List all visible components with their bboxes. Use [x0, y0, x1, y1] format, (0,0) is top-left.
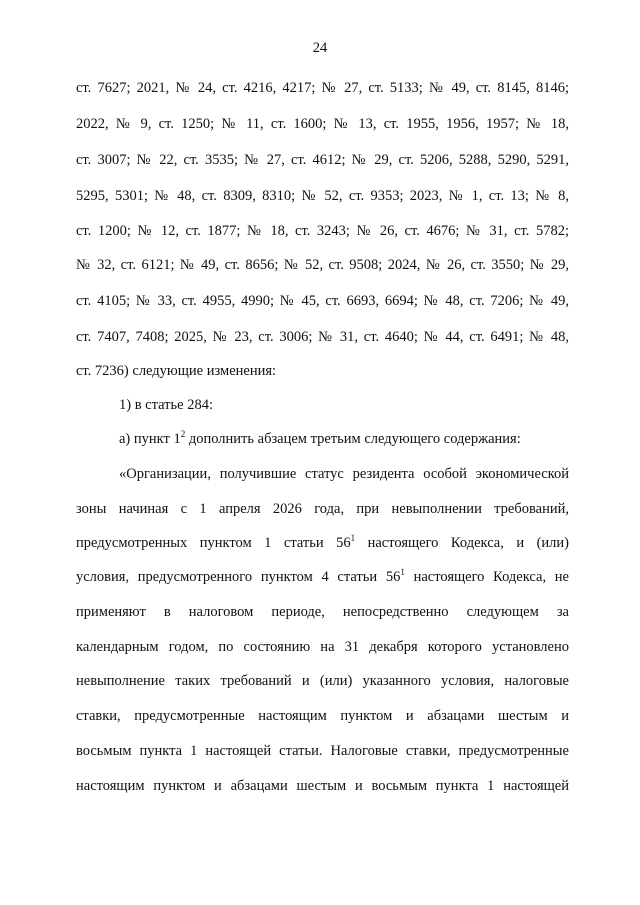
text-line: ст. 3007; № 22, ст. 3535; № 27, ст. 4612; № 29, ст. 5206, 5288, 5290, 5291, [76, 152, 569, 168]
text-segment: настоящего Кодекса, не [404, 569, 569, 585]
text-line: настоящим пунктом и абзацами шестым и восьмым пункта 1 настоящей [76, 778, 569, 794]
superscript: 2 [180, 429, 186, 439]
text-line: применяют в налоговом периоде, непосредственно следующем за [76, 604, 569, 620]
text-segment: дополнить абзацем третьим следующего содержания: [185, 431, 521, 447]
text-line: ст. 7627; 2021, № 24, ст. 4216, 4217; № 27, ст. 5133; № 49, ст. 8145, 8146; [76, 80, 569, 96]
text-line: восьмым пункта 1 настоящей статьи. Налоговые ставки, предусмотренные [76, 743, 569, 759]
text-line: ст. 7407, 7408; 2025, № 23, ст. 3006; № 31, ст. 4640; № 44, ст. 6491; № 48, [76, 329, 569, 345]
text-line [76, 534, 569, 552]
sub-item-line [119, 430, 569, 448]
text-segment: предусмотренных пунктом 1 статьи 56 [76, 535, 351, 551]
text-line: невыполнение таких требований и (или) указанного условия, налоговые [76, 673, 569, 689]
superscript: 1 [400, 567, 405, 577]
text-line: 5295, 5301; № 48, ст. 8309, 8310; № 52, ст. 9353; 2023, № 1, ст. 13; № 8, [76, 188, 569, 204]
quoted-paragraph-start: «Организации, получившие статус резидента особой экономической [119, 466, 569, 482]
text-segment: условия, предусмотренного пунктом 4 статьи 56 [76, 569, 401, 585]
text-line: ст. 4105; № 33, ст. 4955, 4990; № 45, ст. 6693, 6694; № 48, ст. 7206; № 49, [76, 293, 569, 309]
superscript: 1 [350, 533, 356, 543]
text-line: № 32, ст. 6121; № 49, ст. 8656; № 52, ст. 9508; 2024, № 26, ст. 3550; № 29, [76, 257, 569, 273]
text-line: ставки, предусмотренные настоящим пунктом и абзацами шестым и [76, 708, 569, 724]
text-line: 2022, № 9, ст. 1250; № 11, ст. 1600; № 13, ст. 1955, 1956, 1957; № 18, [76, 116, 569, 132]
page-number: 24 [312, 40, 328, 56]
text-segment: а) пункт 1 [119, 431, 181, 447]
text-line: зоны начиная с 1 апреля 2026 года, при невыполнении требований, [76, 501, 569, 517]
text-line [76, 568, 569, 586]
text-line: календарным годом, по состоянию на 31 декабря которого установлено [76, 639, 569, 655]
text-line: ст. 7236) следующие изменения: [76, 363, 277, 379]
text-segment: настоящего Кодекса, и (или) [355, 535, 570, 551]
text-line: ст. 1200; № 12, ст. 1877; № 18, ст. 3243; № 26, ст. 4676; № 31, ст. 5782; [76, 223, 569, 239]
list-item-heading: 1) в статье 284: [119, 397, 213, 413]
